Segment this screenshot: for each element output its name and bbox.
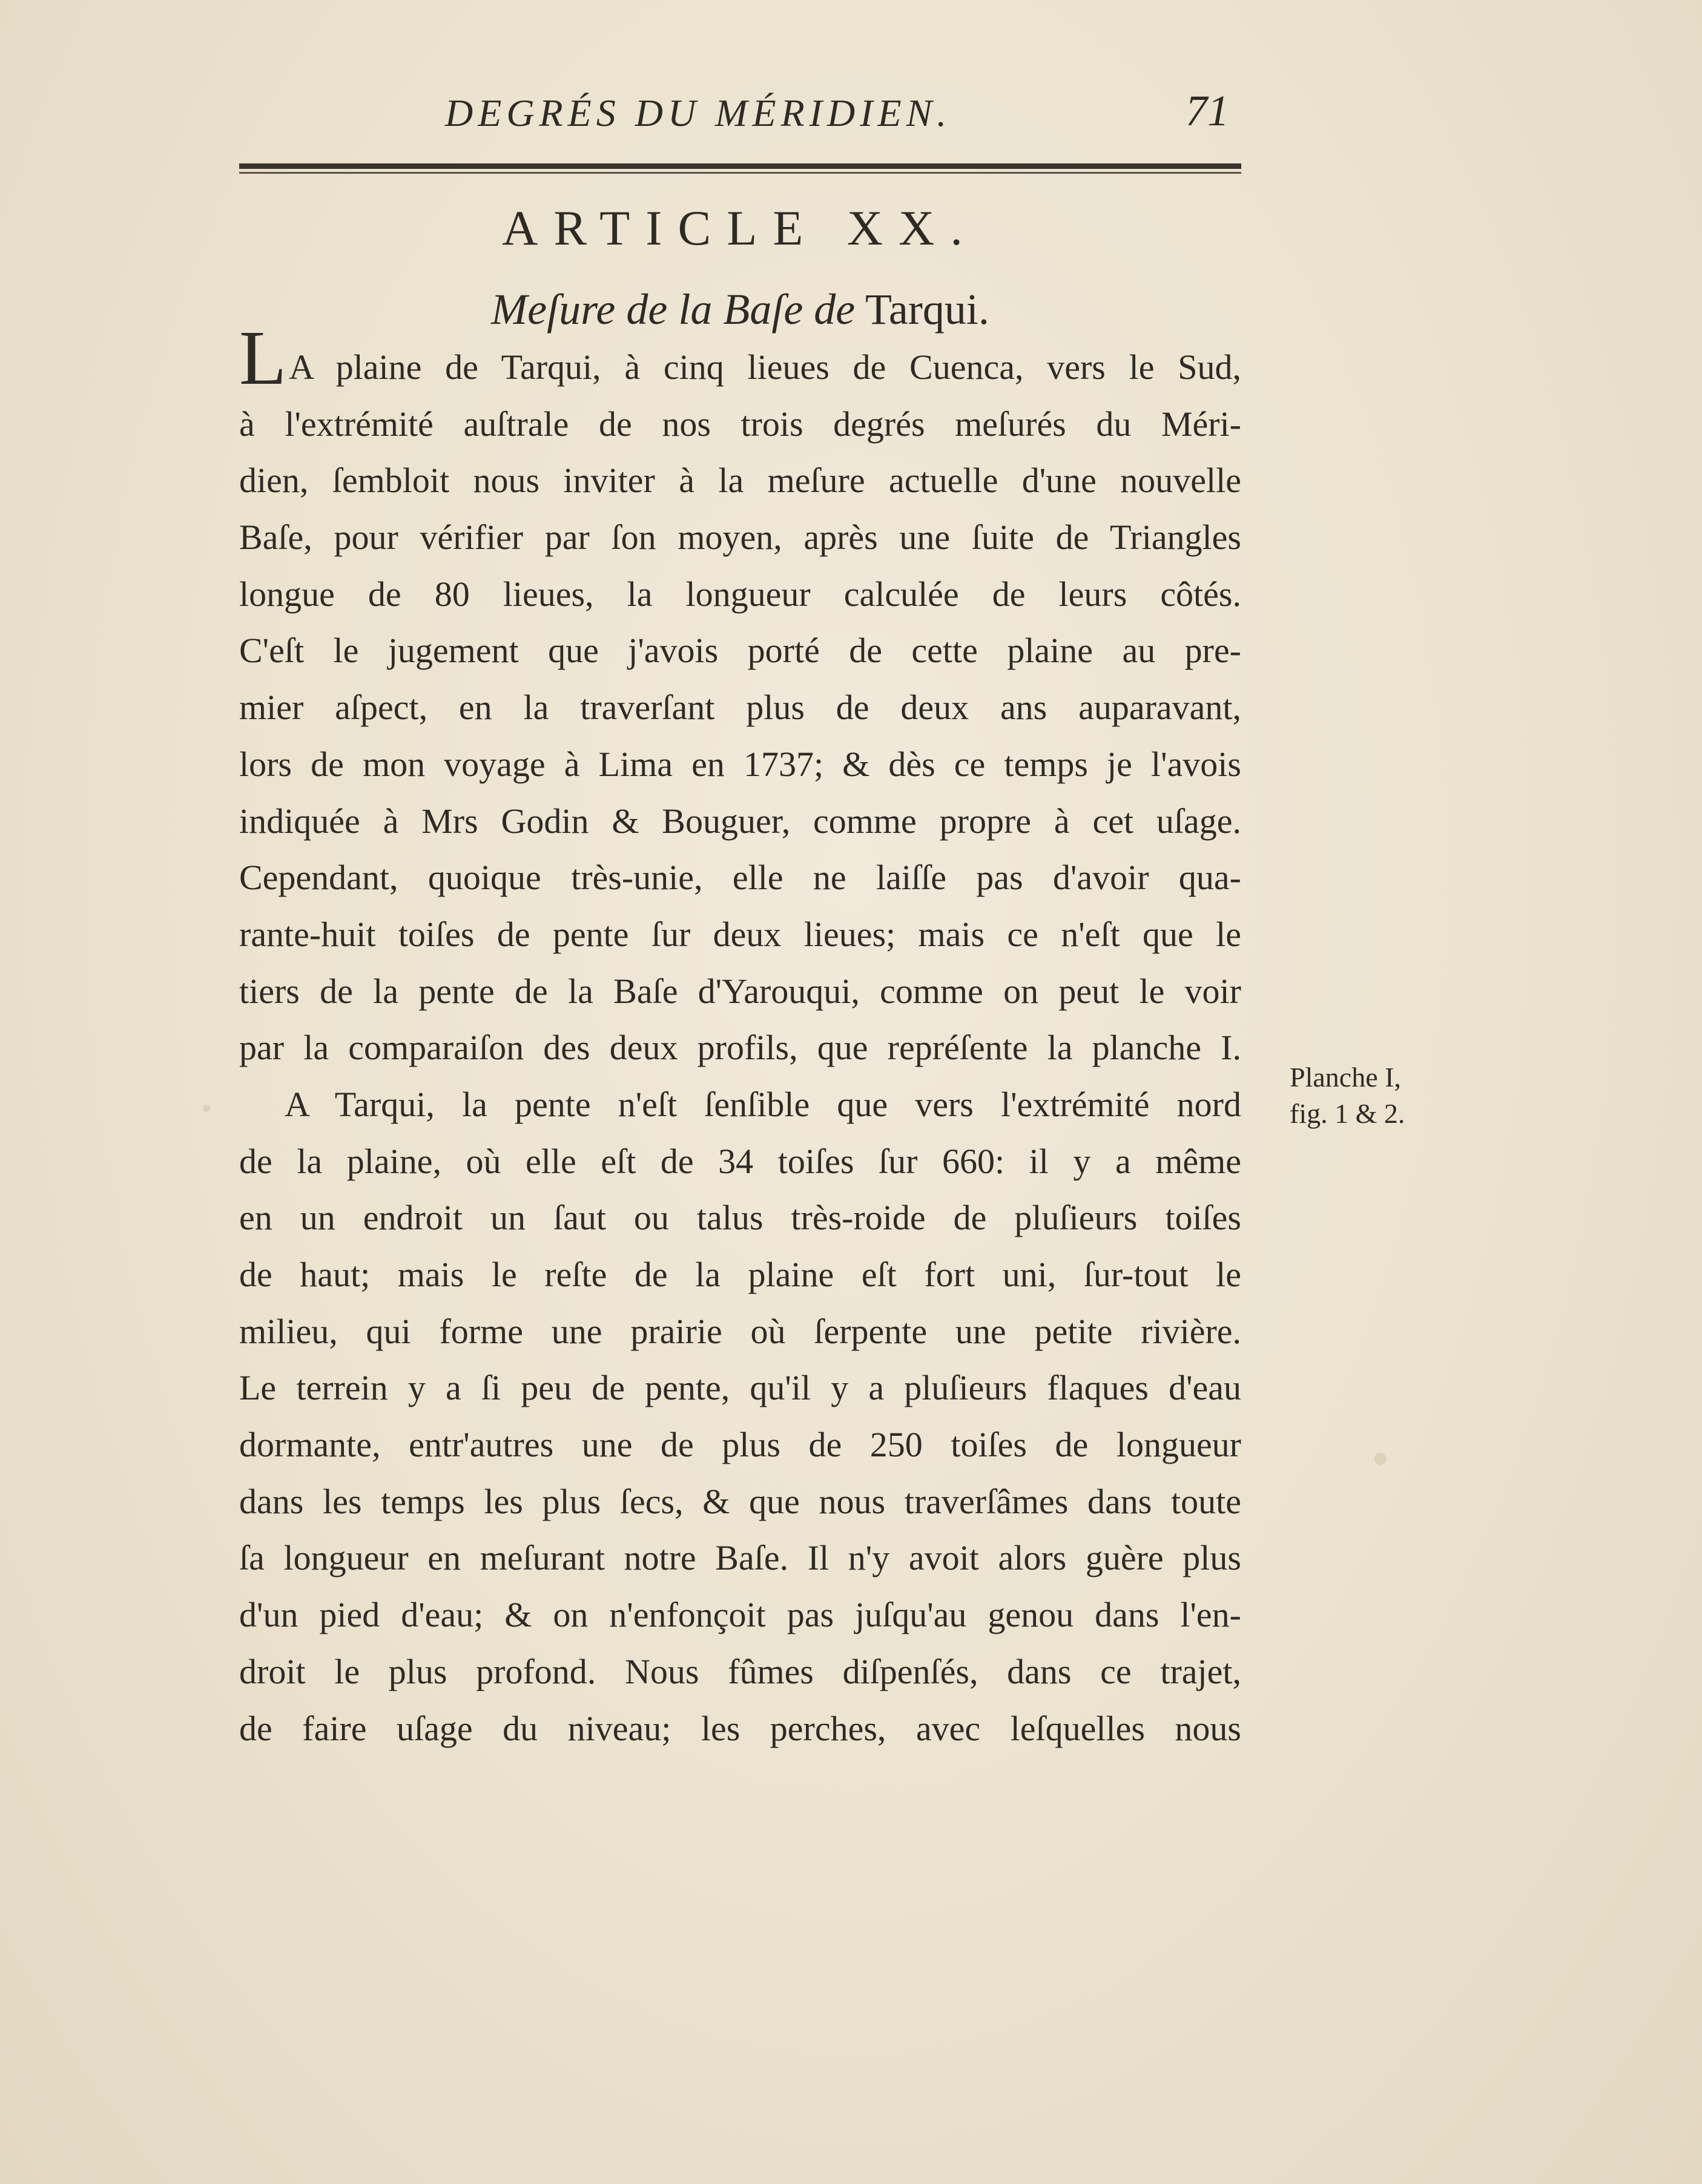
drop-cap: L bbox=[239, 315, 287, 401]
text-line: ſa longueur en meſurant notre Baſe. Il n'y avoit alors guère plus bbox=[239, 1538, 1241, 1578]
text-line: par la comparaiſon des deux profils, que repréſente la planche I. bbox=[239, 1028, 1241, 1068]
text-line: de la plaine, où elle eſt de 34 toiſes ſur 660: il y a même bbox=[239, 1141, 1241, 1181]
paper-stain bbox=[203, 1105, 210, 1112]
text-line: Baſe, pour vérifier par ſon moyen, après une ſuite de Triangles bbox=[239, 518, 1241, 558]
text-line: mier aſpect, en la traverſant plus de deux ans auparavant, bbox=[239, 688, 1241, 728]
text-line: dien, ſembloit nous inviter à la meſure actuelle d'une nouvelle bbox=[239, 461, 1241, 501]
text-line bbox=[239, 315, 1241, 401]
margin-note bbox=[1290, 1059, 1489, 1132]
text-line: tiers de la pente de la Baſe d'Yarouqui, comme on peut le voir bbox=[239, 971, 1241, 1011]
text-line: lors de mon voyage à Lima en 1737; & dès ce temps je l'avois bbox=[239, 744, 1241, 784]
text-line: Cependant, quoique très-unie, elle ne laiſſe pas d'avoir qua- bbox=[239, 858, 1241, 898]
subtitle-roman: Tarqui. bbox=[865, 285, 989, 334]
first-line-text: A plaine de Tarqui, à cinq lieues de Cuenca, vers le Sud, bbox=[289, 347, 1241, 387]
text-line: dans les temps les plus ſecs, & que nous traverſâmes dans toute bbox=[239, 1481, 1241, 1521]
text-line: en un endroit un ſaut ou talus très-roide de pluſieurs toiſes bbox=[239, 1198, 1241, 1238]
header-rule-thin bbox=[239, 172, 1241, 174]
text-line: C'eſt le jugement que j'avois porté de cette plaine au pre- bbox=[239, 631, 1241, 671]
text-line: d'un pied d'eau; & on n'enfonçoit pas juſqu'au genou dans l'en- bbox=[239, 1595, 1241, 1635]
text-line: de faire uſage du niveau; les perches, avec leſquelles nous bbox=[239, 1708, 1241, 1748]
text-line: longue de 80 lieues, la longueur calculée de leurs côtés. bbox=[239, 574, 1241, 614]
margin-note-line: Planche I, bbox=[1290, 1062, 1401, 1093]
text-line: A Tarqui, la pente n'eſt ſenſible que vers l'extrémité nord bbox=[285, 1084, 1241, 1124]
page-header bbox=[239, 79, 1241, 151]
text-line: milieu, qui forme une prairie où ſerpente une petite rivière. bbox=[239, 1311, 1241, 1351]
article-title: ARTICLE XX. bbox=[502, 200, 978, 255]
text-line: dormante, entr'autres une de plus de 250 toiſes de longueur bbox=[239, 1425, 1241, 1465]
text-line: Le terrein y a ſi peu de pente, qu'il y a pluſieurs flaques d'eau bbox=[239, 1368, 1241, 1408]
paper-stain bbox=[1374, 1453, 1387, 1465]
text-line: indiquée à Mrs Godin & Bouguer, comme propre à cet uſage. bbox=[239, 801, 1241, 841]
header-rule bbox=[239, 163, 1241, 169]
text-line: de haut; mais le reſte de la plaine eſt fort uni, ſur-tout le bbox=[239, 1255, 1241, 1294]
text-line: droit le plus profond. Nous fûmes diſpenſés, dans ce trajet, bbox=[239, 1651, 1241, 1691]
running-head: DEGRÉS DU MÉRIDIEN. bbox=[445, 91, 952, 134]
text-line: à l'extrémité auſtrale de nos trois degrés meſurés du Méri- bbox=[239, 404, 1241, 444]
text-line: rante-huit toiſes de pente ſur deux lieues; mais ce n'eſt que le bbox=[239, 914, 1241, 954]
body-text bbox=[239, 315, 1241, 1757]
margin-note-line: fig. 1 & 2. bbox=[1290, 1098, 1405, 1129]
article-subtitle bbox=[239, 285, 1241, 335]
page-number: 71 bbox=[1186, 87, 1229, 135]
subtitle-italic: Meſure de la Baſe de bbox=[491, 285, 856, 334]
